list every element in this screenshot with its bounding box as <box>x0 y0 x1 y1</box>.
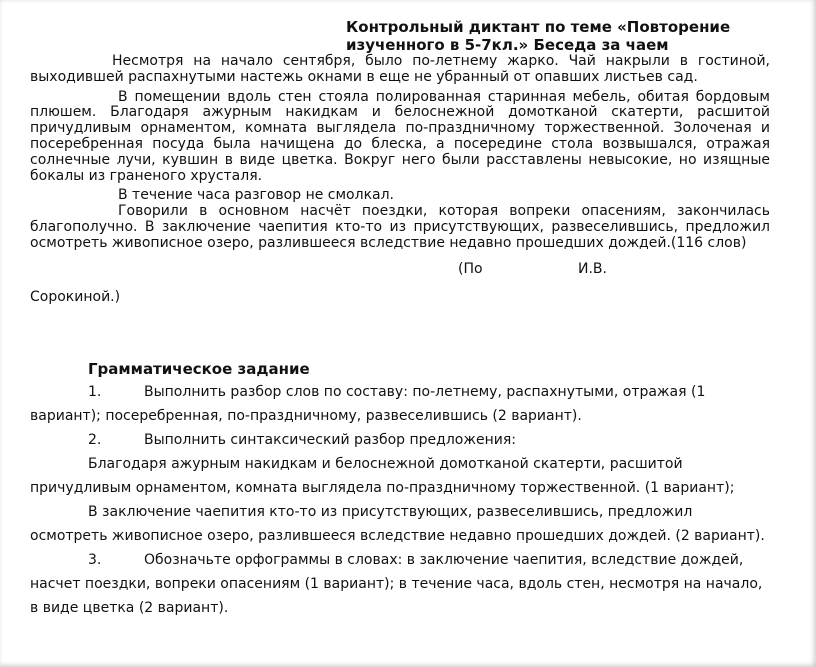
task-item-3-text: Обозначьте орфограммы в словах: в заключение чаепития, вследствие дождей, насчет поездки, вопреки опасениям (1 вариант); в течение часа, вдоль стен, несмотря на начало, в виде цветка (2 вариант). <box>30 552 763 616</box>
task-item-2-example-1: Благодаря ажурным накидкам и белоснежной домотканой скатерти, расшитой причудливым орнаментом, комната выглядела по-праздничному торжественной. (1 вариант); <box>30 456 735 496</box>
task-item-3 <box>30 548 770 620</box>
dictation-title <box>346 18 770 54</box>
source-surname: Сорокиной.) <box>30 288 121 305</box>
task-item-1-text: Выполнить разбор слов по составу: по-летнему, распахнутыми, отражая (1 вариант); посеребренная, по-праздничному, развеселившись (2 вариант). <box>30 384 706 424</box>
grammar-task-section <box>30 358 770 620</box>
source-prefix: (По <box>458 260 483 277</box>
source-initials: И.В. <box>578 260 607 277</box>
dictation-title-line-1: Контрольный диктант по теме «Повторение <box>346 18 731 36</box>
grammar-task-title: Грамматическое задание <box>88 360 310 378</box>
paragraph-1: Несмотря на начало сентября, было по-летнему жарко. Чай накрыли в гостиной, выходившей распахнутыми настежь окнами в еще не убранный от опавших листьев сад. <box>30 53 770 85</box>
task-item-1 <box>30 380 770 428</box>
paragraph-3: В течение часа разговор не смолкал. <box>118 187 395 204</box>
paragraph-2: В помещении вдоль стен стояла полированная старинная мебель, обитая бордовым плюшем. Благодаря ажурным накидкам и белоснежной домотканой скатерти, расшитой причудливым орнаментом, комната выглядела по-праздничному торжественной. Золоченая и посеребренная посуда была начищена до блеска, а посередине стола возвышался, отражая солнечные лучи, кувшин в виде цветка. Вокруг него были расставлены невысокие, но изящные бокалы из граненого хрусталя. <box>30 88 770 184</box>
task-item-2 <box>30 428 770 452</box>
paragraph-4: Говорили в основном насчёт поездки, которая вопреки опасениям, закончилась благополучно. В заключение чаепития кто-то из присутствующих, развеселившись, предложил осмотреть живописное озеро, разлившееся вследствие недавно прошедших дождей.(116 слов) <box>30 203 770 251</box>
task-item-2-example-2: В заключение чаепития кто-то из присутствующих, развеселившись, предложил осмотреть живописное озеро, разлившееся вследствие недавно прошедших дождей. (2 вариант). <box>30 504 765 544</box>
dictation-section <box>30 18 770 305</box>
dictation-title-line-2: изученного в 5-7кл.» Беседа за чаем <box>346 36 669 54</box>
task-item-2-number: 2. <box>88 432 102 448</box>
task-item-1-number: 1. <box>88 384 102 400</box>
source-attribution <box>30 256 770 305</box>
task-item-3-number: 3. <box>88 552 102 568</box>
task-item-2-text: Выполнить синтаксический разбор предложения: <box>144 432 516 448</box>
